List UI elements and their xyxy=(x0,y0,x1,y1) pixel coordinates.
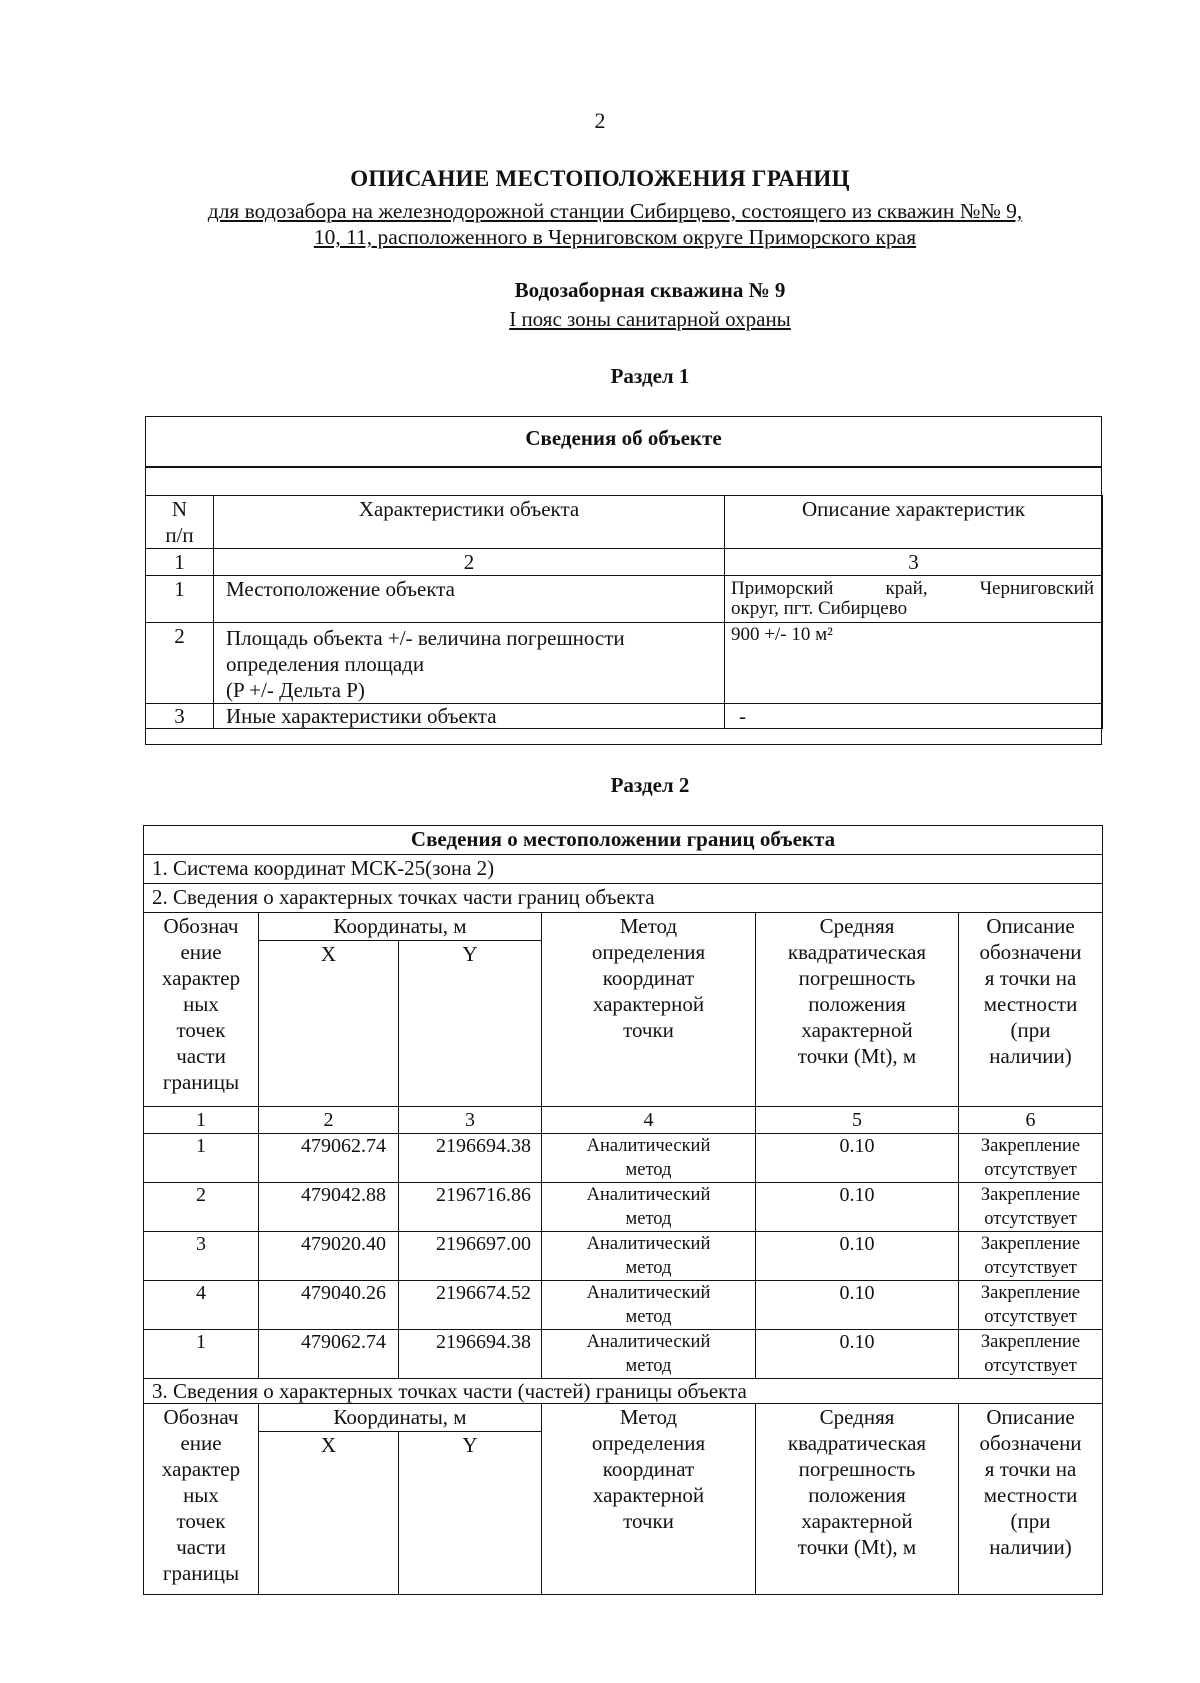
desc-line: отсутствует xyxy=(984,1209,1077,1229)
header-line: Средняя xyxy=(819,914,895,938)
header-line: положения xyxy=(808,992,906,1016)
method-line: Аналитический xyxy=(586,1185,711,1205)
header-line: обозначени xyxy=(979,940,1082,964)
col-number: 1 xyxy=(146,549,214,576)
header-line: местности xyxy=(983,992,1078,1016)
table-row xyxy=(146,549,1103,576)
header-line: характер xyxy=(161,1457,241,1481)
point-method xyxy=(542,1232,756,1281)
point-x: 479062.74 xyxy=(259,1330,399,1379)
method-line: Аналитический xyxy=(586,1332,711,1352)
header-line: ение xyxy=(180,940,222,964)
table-header-row xyxy=(144,913,1103,941)
characteristic-cell: Иные характеристики объекта xyxy=(214,704,725,729)
point-method xyxy=(542,1281,756,1330)
header-line: ных xyxy=(183,1483,219,1507)
desc-line: Закрепление xyxy=(980,1283,1081,1303)
description-cell: 900 +/- 10 м² xyxy=(725,623,1103,704)
point-x: 479062.74 xyxy=(259,1134,399,1183)
subtitle-line-2: 10, 11, расположенного в Черниговском округе Приморского края xyxy=(313,225,917,249)
characteristic-line-3: (P +/- Дельта P) xyxy=(226,678,365,702)
section-2-title: Раздел 2 xyxy=(610,773,690,797)
col-header-n xyxy=(146,496,214,549)
point-id: 1 xyxy=(144,1134,259,1183)
header-error xyxy=(756,913,959,1107)
point-description xyxy=(959,1330,1103,1379)
sanitary-belt-title: I пояс зоны санитарной охраны xyxy=(509,307,791,331)
header-line: наличии) xyxy=(989,1044,1072,1068)
point-y: 2196697.00 xyxy=(399,1232,542,1281)
point-y: 2196694.38 xyxy=(399,1330,542,1379)
point-error: 0.10 xyxy=(756,1232,959,1281)
header-line: (при xyxy=(1010,1018,1051,1042)
header-line: границы xyxy=(162,1561,240,1585)
section-1-title: Раздел 1 xyxy=(610,364,690,388)
description-cell: - xyxy=(725,704,1103,729)
object-info-title: Сведения об объекте xyxy=(525,426,722,450)
point-error: 0.10 xyxy=(756,1134,959,1183)
table-title-row xyxy=(144,826,1103,855)
point-description xyxy=(959,1232,1103,1281)
col-number: 3 xyxy=(725,549,1103,576)
table-row xyxy=(146,576,1103,623)
point-row xyxy=(144,1281,1103,1330)
header-line: Обознач xyxy=(163,1405,239,1429)
header-line: характерной xyxy=(801,1509,913,1533)
header-method xyxy=(542,1404,756,1595)
header-line: ных xyxy=(183,992,219,1016)
header-y: Y xyxy=(399,1432,542,1595)
header-x: X xyxy=(259,941,399,1107)
characteristic-cell xyxy=(214,623,725,704)
desc-line: Закрепление xyxy=(980,1332,1081,1352)
point-id: 3 xyxy=(144,1232,259,1281)
desc-line: отсутствует xyxy=(984,1258,1077,1278)
point-row xyxy=(144,1330,1103,1379)
col-number: 6 xyxy=(959,1107,1103,1134)
row-number: 3 xyxy=(146,704,214,729)
characteristic-line-1: Площадь объекта +/- величина погрешности xyxy=(226,626,625,650)
header-line: я точки на xyxy=(984,1457,1077,1481)
table-row xyxy=(144,884,1103,913)
point-id: 4 xyxy=(144,1281,259,1330)
table-row xyxy=(146,704,1103,729)
point-row xyxy=(144,1232,1103,1281)
point-x: 479020.40 xyxy=(259,1232,399,1281)
header-line: точек xyxy=(176,1018,226,1042)
header-line: Обознач xyxy=(163,914,239,938)
col-number: 2 xyxy=(259,1107,399,1134)
desc-line: отсутствует xyxy=(984,1160,1077,1180)
header-line: характерной xyxy=(801,1018,913,1042)
header-line: Метод xyxy=(619,1405,678,1429)
header-y: Y xyxy=(399,941,542,1107)
header-line: Средняя xyxy=(819,1405,895,1429)
header-line: точек xyxy=(176,1509,226,1533)
header-method xyxy=(542,913,756,1107)
method-line: метод xyxy=(625,1307,672,1327)
header-line: координат xyxy=(602,966,695,990)
table-header-row xyxy=(146,496,1103,549)
header-error xyxy=(756,1404,959,1595)
header-line: точки xyxy=(623,1509,674,1533)
header-line: погрешность xyxy=(798,966,916,990)
boundary-table-title: Сведения о местоположении границ объекта xyxy=(144,826,1103,855)
header-line: обозначени xyxy=(979,1431,1082,1455)
header-line: характер xyxy=(161,966,241,990)
point-method xyxy=(542,1183,756,1232)
header-line: точки (Mt), м xyxy=(797,1044,917,1068)
header-line: (при xyxy=(1010,1509,1051,1533)
col-number: 1 xyxy=(144,1107,259,1134)
header-description xyxy=(959,1404,1103,1595)
header-line: характерной xyxy=(592,1483,705,1507)
point-x: 479040.26 xyxy=(259,1281,399,1330)
header-coordinates: Координаты, м xyxy=(259,1404,542,1432)
document-subtitle xyxy=(150,198,1080,250)
point-y: 2196694.38 xyxy=(399,1134,542,1183)
col-number: 3 xyxy=(399,1107,542,1134)
header-line: квадратическая xyxy=(787,1431,927,1455)
boundary-table xyxy=(143,825,1103,1595)
header-line: ение xyxy=(180,1431,222,1455)
point-error: 0.10 xyxy=(756,1281,959,1330)
col-header-characteristic: Характеристики объекта xyxy=(214,496,725,549)
well-title: Водозаборная скважина № 9 xyxy=(514,278,786,302)
header-line: положения xyxy=(808,1483,906,1507)
col-header-n-2: п/п xyxy=(165,523,194,547)
part-2-title: 2. Сведения о характерных точках части границ объекта xyxy=(144,884,1103,913)
table-row xyxy=(144,855,1103,884)
col-number: 4 xyxy=(542,1107,756,1134)
point-row xyxy=(144,1183,1103,1232)
method-line: Аналитический xyxy=(586,1234,711,1254)
header-line: квадратическая xyxy=(787,940,927,964)
point-x: 479042.88 xyxy=(259,1183,399,1232)
part-3-title: 3. Сведения о характерных точках части (частей) границы объекта xyxy=(144,1379,1103,1404)
header-line: местности xyxy=(983,1483,1078,1507)
header-description xyxy=(959,913,1103,1107)
point-method xyxy=(542,1330,756,1379)
header-line: точки xyxy=(623,1018,674,1042)
point-method xyxy=(542,1134,756,1183)
description-word: Черниговский xyxy=(979,578,1094,599)
point-y: 2196716.86 xyxy=(399,1183,542,1232)
header-line: точки (Mt), м xyxy=(797,1535,917,1559)
header-designation xyxy=(144,1404,259,1595)
characteristic-cell: Местоположение объекта xyxy=(214,576,725,623)
header-line: наличии) xyxy=(989,1535,1072,1559)
header-line: части xyxy=(176,1535,226,1559)
object-info-table xyxy=(145,495,1103,729)
desc-line: отсутствует xyxy=(984,1356,1077,1376)
desc-line: отсутствует xyxy=(984,1307,1077,1327)
header-x: X xyxy=(259,1432,399,1595)
col-number: 2 xyxy=(214,549,725,576)
row-number: 1 xyxy=(146,576,214,623)
method-line: Аналитический xyxy=(586,1136,711,1156)
method-line: метод xyxy=(625,1209,672,1229)
method-line: Аналитический xyxy=(586,1283,711,1303)
header-line: Метод xyxy=(619,914,678,938)
point-id: 2 xyxy=(144,1183,259,1232)
characteristic-line-2: определения площади xyxy=(226,652,425,676)
desc-line: Закрепление xyxy=(980,1136,1081,1156)
col-number-row xyxy=(144,1107,1103,1134)
header-line: характерной xyxy=(592,992,705,1016)
description-line-1 xyxy=(731,579,1094,599)
coordinate-system: 1. Система координат МСК-25(зона 2) xyxy=(144,855,1103,884)
method-line: метод xyxy=(625,1356,672,1376)
method-line: метод xyxy=(625,1258,672,1278)
header-line: координат xyxy=(602,1457,695,1481)
header-designation xyxy=(144,913,259,1107)
header-line: определения xyxy=(591,940,706,964)
header-line: определения xyxy=(591,1431,706,1455)
description-word: край, xyxy=(885,578,928,599)
col-header-description: Описание характеристик xyxy=(725,496,1103,549)
desc-line: Закрепление xyxy=(980,1185,1081,1205)
point-description xyxy=(959,1134,1103,1183)
point-id: 1 xyxy=(144,1330,259,1379)
header-line: погрешность xyxy=(798,1457,916,1481)
header-line: границы xyxy=(162,1070,240,1094)
col-number: 5 xyxy=(756,1107,959,1134)
point-row xyxy=(144,1134,1103,1183)
table-divider xyxy=(145,466,1102,468)
point-error: 0.10 xyxy=(756,1330,959,1379)
header-coordinates: Координаты, м xyxy=(259,913,542,941)
point-y: 2196674.52 xyxy=(399,1281,542,1330)
table-header-row xyxy=(144,1404,1103,1432)
header-line: Описание xyxy=(986,1405,1075,1429)
desc-line: Закрепление xyxy=(980,1234,1081,1254)
description-word: Приморский xyxy=(731,578,834,599)
document-title: ОПИСАНИЕ МЕСТОПОЛОЖЕНИЯ ГРАНИЦ xyxy=(350,166,850,191)
row-number: 2 xyxy=(146,623,214,704)
header-line: части xyxy=(176,1044,226,1068)
description-cell xyxy=(725,576,1103,623)
description-line-2: округ, пгт. Сибирцево xyxy=(731,598,908,619)
point-error: 0.10 xyxy=(756,1183,959,1232)
point-description xyxy=(959,1281,1103,1330)
table-row xyxy=(144,1379,1103,1404)
method-line: метод xyxy=(625,1160,672,1180)
header-line: я точки на xyxy=(984,966,1077,990)
table-row xyxy=(146,623,1103,704)
point-description xyxy=(959,1183,1103,1232)
subtitle-line-1: для водозабора на железнодорожной станции Сибирцево, состоящего из скважин №№ 9, xyxy=(207,199,1023,223)
col-header-n-1: N xyxy=(171,497,188,521)
header-line: Описание xyxy=(986,914,1075,938)
page-number: 2 xyxy=(594,108,606,133)
